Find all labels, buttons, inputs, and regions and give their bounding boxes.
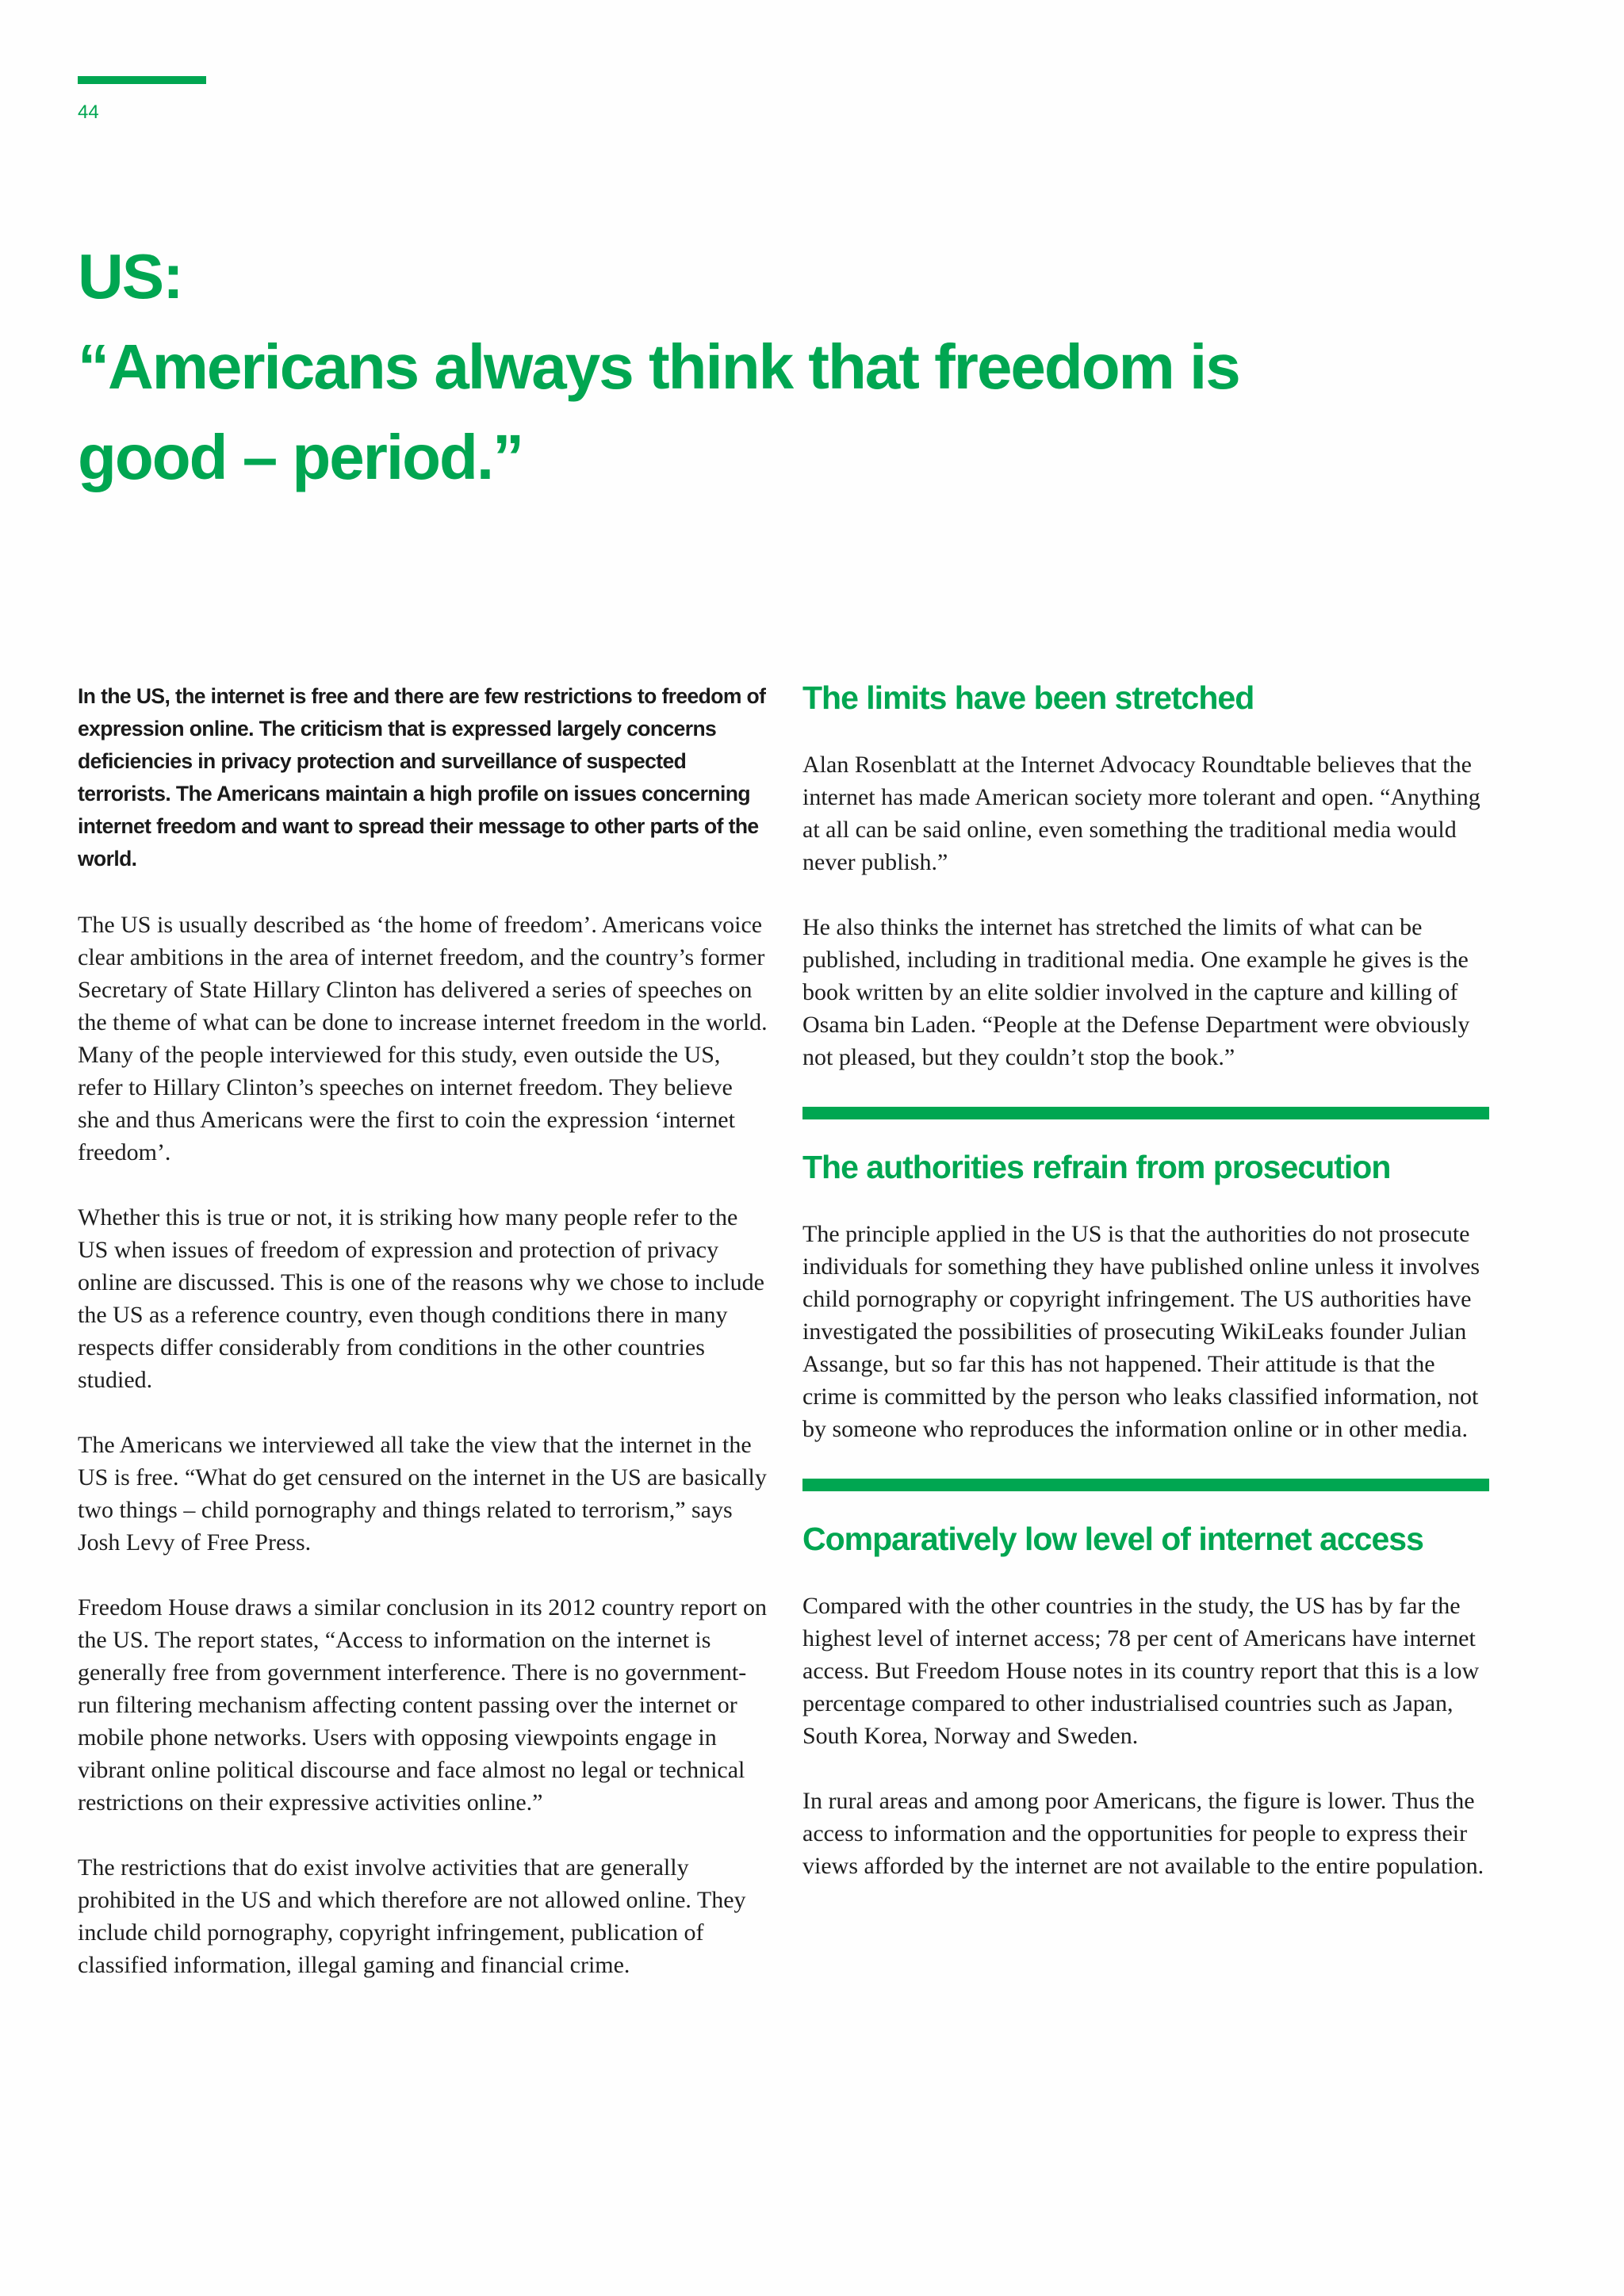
- body-paragraph: He also thinks the internet has stretched the limits of what can be published, including in traditional media. One example he gives is the book written by an elite soldier involved in the capture and killing of Osama bin Laden. “People at the Defense Department were obviously not pleased, but they couldn’t stop the book.”: [802, 914, 1470, 1070]
- title-line-2: “Americans always think that freedom is: [78, 331, 1239, 402]
- section-internet-access: [802, 1521, 1492, 1882]
- body-paragraph: The Americans we interviewed all take the view that the internet in the US is free. “What do get censured on the internet in the US are basically two things – child pornography and things related to terrorism,” says Josh Levy of Free Press.: [78, 1432, 767, 1556]
- section-divider: [802, 1107, 1489, 1119]
- section-heading: The authorities refrain from prosecution: [802, 1149, 1391, 1185]
- body-paragraph: The US is usually described as ‘the home of freedom’. Americans voice clear ambitions in the area of internet freedom, and the country’s former Secretary of State Hillary Clinton has delivered a series of speeches on the theme of what can be done to increase internet freedom in the world. Many of the people interviewed for this study, even outside the US, refer to Hillary Clinton’s speeches on internet freedom. They believe she and thus Americans were the first to coin the expression ‘internet freedom’.: [78, 912, 768, 1165]
- body-paragraph: Alan Rosenblatt at the Internet Advocacy Roundtable believes that the internet has made American society more tolerant and open. “Anything at all can be said online, even something the traditional media would never publish.”: [802, 752, 1480, 875]
- section-heading: The limits have been stretched: [802, 679, 1254, 716]
- body-paragraph: Whether this is true or not, it is striking how many people refer to the US when issues of freedom of expression and protection of privacy online are discussed. This is one of the reasons why we chose to include the US as a reference country, even though conditions there in many respects differ considerably from conditions in the other countries studied.: [78, 1204, 764, 1393]
- title-line-3: good – period.”: [78, 422, 523, 492]
- top-accent-bar: [78, 76, 206, 84]
- right-column: [802, 680, 1492, 1915]
- title-line-1: US:: [78, 241, 182, 312]
- body-paragraph: Freedom House draws a similar conclusion in its 2012 country report on the US. The report states, “Access to information on the internet is generally free from government interference. There is no government-run filtering mechanism affecting content passing over the internet or mobile phone networks. Users with opposing viewpoints engage in vibrant online political discourse and face almost no legal or technical restrictions on their expressive activities online.”: [78, 1594, 768, 1816]
- section-limits-stretched: [802, 680, 1492, 1073]
- section-heading: Comparatively low level of internet access: [802, 1521, 1423, 1557]
- section-authorities-prosecution: [802, 1150, 1492, 1445]
- body-paragraph: Compared with the other countries in the study, the US has by far the highest level of internet access; 78 per cent of Americans have internet access. But Freedom House notes in its country report that this is a low percentage compared to other industrialised countries such as Japan, South Korea, Norway and Sweden.: [802, 1593, 1480, 1749]
- page-title: [78, 232, 1521, 503]
- body-paragraph: The restrictions that do exist involve activities that are generally prohibited in the US and which therefore are not allowed online. They include child pornography, copyright infringement, publication of classified information, illegal gaming and financial crime.: [78, 1854, 746, 1978]
- lead-paragraph: In the US, the internet is free and there are few restrictions to freedom of expression online. The criticism that is expressed largely concerns deficiencies in privacy protection and surveillance of suspected terrorists. The Americans maintain a high profile on issues concerning internet freedom and want to spread their message to other parts of the world.: [78, 684, 766, 871]
- page-number: 44: [78, 101, 99, 123]
- body-paragraph: The principle applied in the US is that the authorities do not prosecute individuals for something they have published online unless it involves child pornography or copyright infringement. The US authorities have investigated the possibilities of prosecuting WikiLeaks founder Julian Assange, but so far this has not happened. Their attitude is that the crime is committed by the person who leaks classified information, not by someone who reproduces the information online or in other media.: [802, 1221, 1480, 1442]
- body-paragraph: In rural areas and among poor Americans, the figure is lower. Thus the access to information and the opportunities for people to express their views afforded by the internet are not available to the entire population.: [802, 1788, 1484, 1879]
- section-divider: [802, 1479, 1489, 1491]
- left-column: [78, 680, 768, 2014]
